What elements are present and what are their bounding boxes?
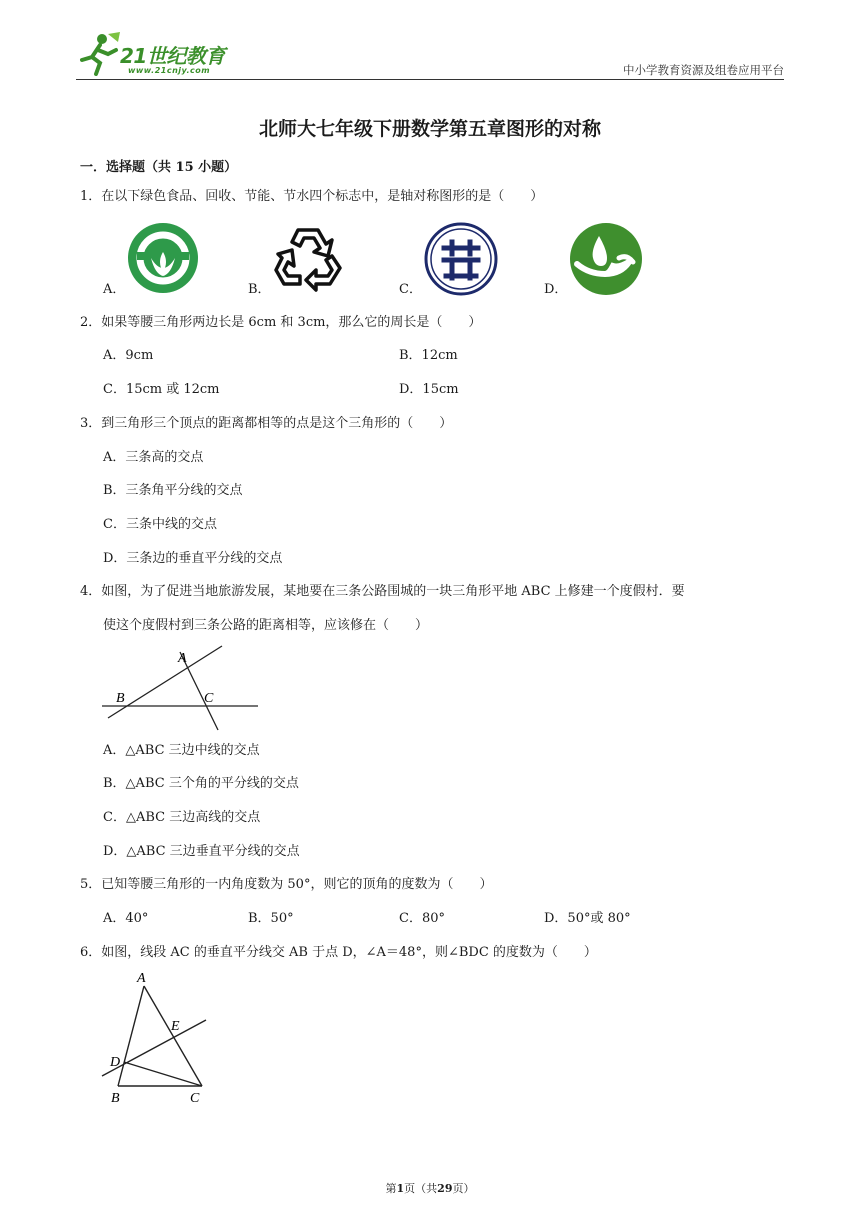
q4-option-b: B．△ABC 三个角的平分线的交点	[103, 776, 299, 791]
footer-total-pages: 29	[437, 1182, 453, 1195]
q1-option-d: D．	[544, 282, 568, 297]
q4-option-c: C．△ABC 三边高线的交点	[103, 810, 261, 825]
q3-option-a: A．三条高的交点	[103, 450, 204, 465]
q5-option-b: B．50°	[248, 911, 294, 926]
footer-suffix: 页）	[452, 1182, 475, 1195]
q3-option-c: C．三条中线的交点	[103, 517, 217, 532]
figure6-label-a: A	[137, 971, 146, 986]
section-heading: 一．选择题（共 15 小题）	[80, 160, 238, 175]
figure6-label-e: E	[171, 1019, 180, 1034]
q3-option-b: B．三条角平分线的交点	[103, 483, 243, 498]
q5-option-d: D．50°或 80°	[544, 911, 631, 926]
q4-road-figure	[100, 644, 260, 738]
q3-option-d: D．三条边的垂直平分线的交点	[103, 551, 283, 566]
water-saving-logo-icon	[569, 222, 643, 300]
figure6-label-b: B	[111, 1091, 120, 1106]
figure4-label-c: C	[204, 691, 214, 706]
q1-option-a: A．	[103, 282, 126, 297]
logo-text: 21世纪教育	[120, 44, 225, 68]
page-footer	[0, 1180, 860, 1196]
q5-option-a: A．40°	[103, 911, 149, 926]
energy-saving-logo-icon	[424, 222, 498, 300]
figure6-label-d: D	[110, 1055, 121, 1070]
footer-middle: 页（共	[404, 1182, 438, 1195]
q4-option-d: D．△ABC 三边垂直平分线的交点	[103, 844, 300, 859]
logo-url: www.21cnjy.com	[128, 66, 211, 75]
question-6-stem: 6．如图，线段 AC 的垂直平分线交 AB 于点 D，∠A＝48°，则∠BDC 的度数为（ ）	[80, 945, 597, 960]
q5-option-c: C．80°	[399, 911, 445, 926]
q4-option-a: A．△ABC 三边中线的交点	[103, 743, 260, 758]
q6-triangle-figure	[100, 966, 220, 1112]
question-3-stem: 3．到三角形三个顶点的距离都相等的点是这个三角形的（ ）	[80, 416, 453, 431]
question-4-stem-line2: 使这个度假村到三条公路的距离相等，应该修在（ ）	[103, 618, 429, 633]
figure4-label-a: A	[178, 651, 187, 666]
q1-option-c: C．	[399, 282, 422, 297]
figure6-label-c: C	[190, 1091, 200, 1106]
platform-label: 中小学教育资源及组卷应用平台	[623, 63, 784, 77]
question-1-stem: 1．在以下绿色食品、回收、节能、节水四个标志中，是轴对称图形的是（ ）	[80, 189, 544, 204]
question-2-stem: 2．如果等腰三角形两边长是 6cm 和 3cm，那么它的周长是（ ）	[80, 315, 482, 330]
page-title: 北师大七年级下册数学第五章图形的对称	[258, 118, 601, 140]
recycle-logo-icon	[272, 224, 344, 298]
q1-option-b: B．	[248, 282, 271, 297]
q2-option-c: C．15cm 或 12cm	[103, 382, 220, 397]
green-food-logo-icon	[127, 222, 199, 298]
runner-icon	[78, 30, 122, 76]
q2-option-d: D．15cm	[399, 382, 459, 397]
question-5-stem: 5．已知等腰三角形的一内角度数为 50°，则它的顶角的度数为（ ）	[80, 877, 493, 892]
header-divider	[76, 79, 784, 80]
question-4-stem-line1: 4．如图，为了促进当地旅游发展，某地要在三条公路围城的一块三角形平地 ABC 上修建一个度假村．要	[80, 584, 685, 599]
figure4-label-b: B	[116, 691, 125, 706]
footer-page-number: 1	[396, 1182, 405, 1195]
q2-option-a: A．9cm	[103, 348, 154, 363]
footer-prefix: 第	[385, 1182, 397, 1195]
q2-option-b: B．12cm	[399, 348, 458, 363]
